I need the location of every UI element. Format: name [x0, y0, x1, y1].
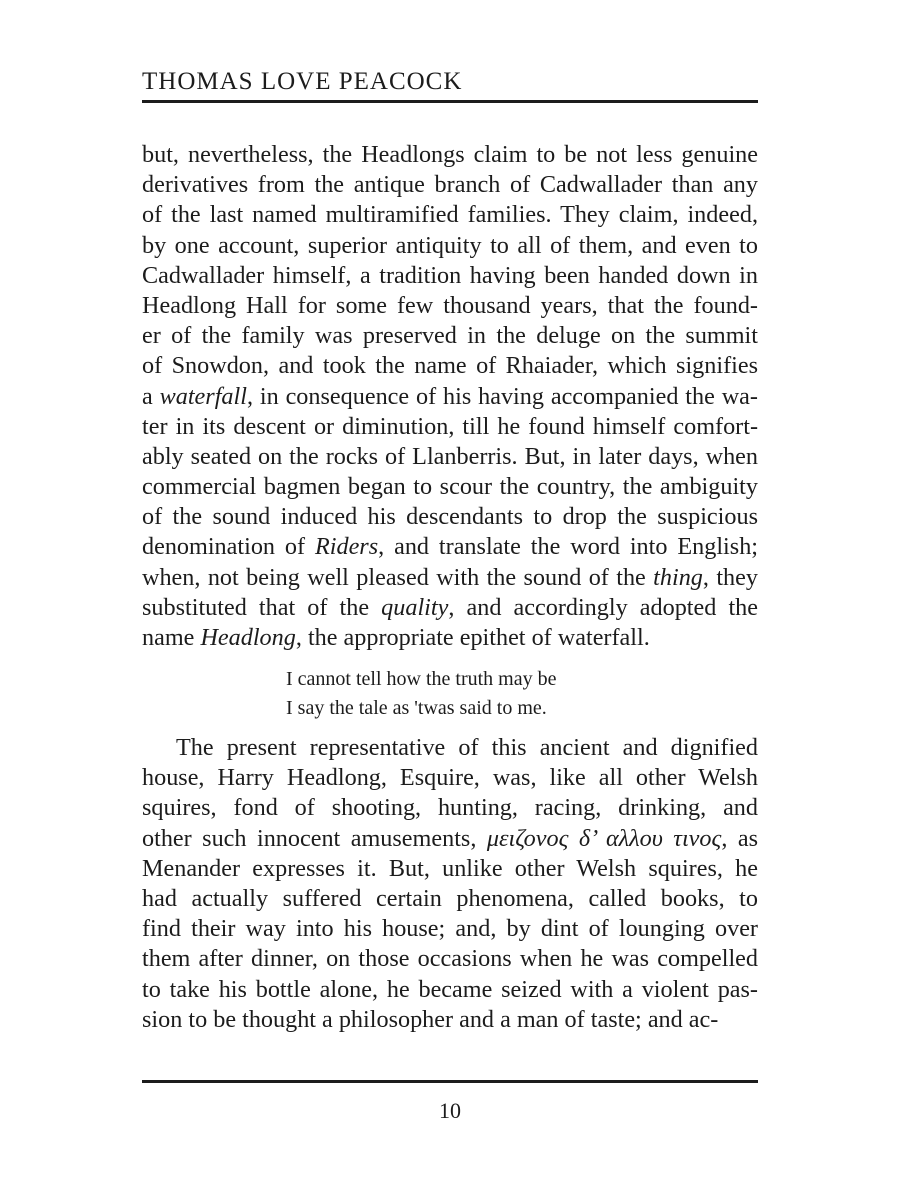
text-run: ter in its descent or diminution, till he found himself comfort- [142, 412, 758, 440]
text-run: denomination of [142, 533, 315, 561]
italic-text: waterfall [159, 382, 247, 410]
text-line [142, 623, 758, 653]
text-run: squires, fond of shooting, hunting, racing, drinking, and [142, 794, 758, 822]
text-run: Menander expresses it. But, unlike other Welsh squires, he [142, 854, 758, 882]
text-line [142, 231, 758, 261]
text-line [142, 321, 758, 351]
italic-text: μειζονος δ’ αλλου τινος [486, 824, 722, 852]
text-line [142, 170, 758, 200]
text-run: but, nevertheless, the Headlongs claim to be not less genuine [142, 141, 758, 168]
text-run: derivatives from the antique branch of Cadwallader than any [142, 171, 758, 199]
text-run: Headlong Hall for some few thousand years, that the found- [142, 291, 758, 319]
text-line [142, 975, 758, 1005]
text-run: , they [702, 563, 758, 591]
text-run: sion to be thought a philosopher and a man of taste; and ac- [142, 1005, 719, 1033]
text-line [142, 763, 758, 793]
text-line [142, 442, 758, 472]
text-line [142, 884, 758, 914]
text-run: ably seated on the rocks of Llanberris. But, in later days, when [142, 442, 758, 470]
italic-text: Riders [314, 533, 379, 561]
verse-quotation [286, 665, 556, 723]
text-run: Cadwallader himself, a tradition having been handed down in [142, 261, 758, 289]
text-run: substituted that of the [142, 593, 382, 621]
text-run: when, not being well pleased with the sound of the [142, 563, 654, 591]
text-run: , as [721, 824, 758, 852]
text-line [142, 382, 758, 412]
text-line [142, 914, 758, 944]
text-line [142, 472, 758, 502]
text-run: had actually suffered certain phenomena, called books, to [142, 884, 758, 912]
text-line [142, 854, 758, 884]
italic-text: quality [381, 593, 449, 621]
text-line [142, 563, 758, 593]
text-line [142, 733, 758, 763]
text-run: other such innocent amusements, [142, 824, 487, 852]
text-run: them after dinner, on those occasions when he was compelled [142, 945, 758, 973]
text-run: to take his bottle alone, he became seized with a violent pas- [142, 975, 758, 1003]
text-run: by one account, superior antiquity to all of them, and even to [142, 231, 758, 259]
text-run: , and accordingly adopted the [448, 593, 758, 621]
verse-line: I say the tale as 'twas said to me. [286, 697, 547, 719]
header-rule [142, 100, 758, 103]
text-line [142, 824, 758, 854]
text-line [142, 351, 758, 381]
text-line [142, 200, 758, 230]
paragraph-2 [142, 733, 758, 1035]
text-line [142, 793, 758, 823]
text-run: of the last named multiramified families. They claim, indeed, [142, 201, 758, 229]
text-line [142, 593, 758, 623]
text-line [142, 502, 758, 532]
text-run: er of the family was preserved in the deluge on the summit [142, 322, 758, 350]
text-run: find their way into his house; and, by dint of lounging over [142, 915, 758, 943]
text-run: house, Harry Headlong, Esquire, was, like all other Welsh [142, 764, 758, 792]
text-line [142, 532, 758, 562]
page-number: 10 [439, 1098, 461, 1123]
text-line [142, 291, 758, 321]
text-line [142, 261, 758, 291]
running-head-title: THOMAS LOVE PEACOCK [142, 68, 463, 95]
footer-rule [142, 1080, 758, 1083]
paragraph-1 [142, 140, 758, 653]
text-run: , in consequence of his having accompanied the wa- [246, 382, 758, 410]
text-run: a [142, 382, 160, 410]
text-run: of Snowdon, and took the name of Rhaiader, which signifies [142, 352, 758, 380]
italic-text: Headlong [200, 624, 296, 651]
text-line [142, 412, 758, 442]
text-line [142, 140, 758, 170]
text-line [142, 944, 758, 974]
text-run: name [142, 624, 201, 651]
italic-text: thing [653, 563, 703, 591]
text-line [142, 1005, 758, 1035]
text-run: of the sound induced his descendants to drop the suspicious [142, 503, 758, 531]
text-run: , and translate the word into English; [378, 533, 759, 561]
text-run: The present representative of this ancient and dignified [176, 734, 758, 761]
text-run: , the appropriate epithet of waterfall. [295, 624, 650, 651]
text-run: commercial bagmen began to scour the country, the ambiguity [142, 473, 758, 501]
verse-line: I cannot tell how the truth may be [286, 668, 557, 690]
